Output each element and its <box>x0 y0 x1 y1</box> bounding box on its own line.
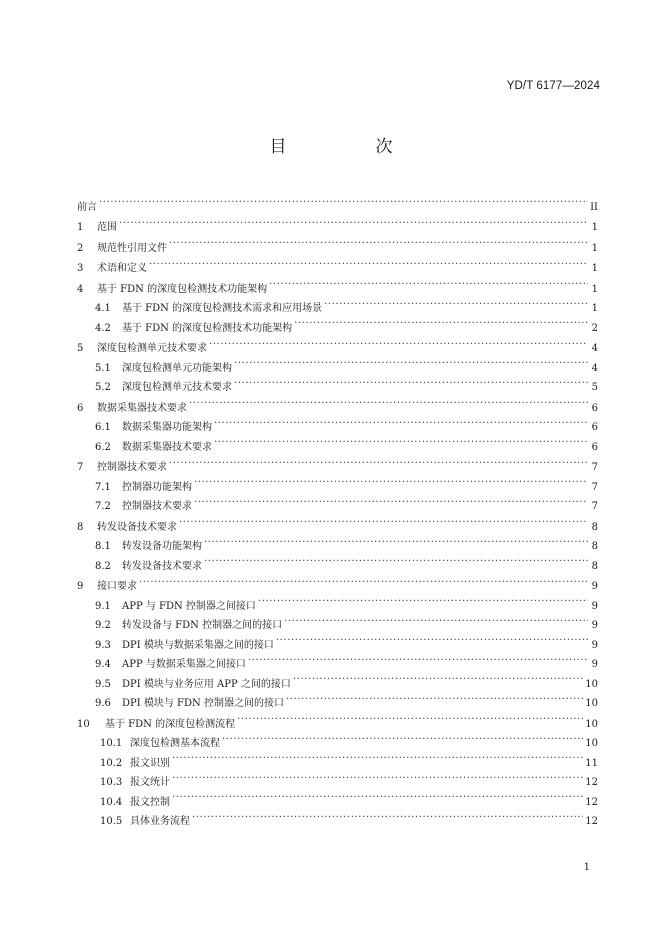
toc-entry-page: 1 <box>591 222 598 233</box>
toc-entry-title: 报文控制 <box>130 796 170 808</box>
toc-entry-page: 5 <box>591 382 598 393</box>
toc-entry-page: 1 <box>591 283 598 295</box>
toc-leader-dots <box>194 490 588 510</box>
toc-entry-number: 9.4 <box>95 659 111 670</box>
toc-entry-title: 深度包检测基本流程 <box>130 738 220 749</box>
toc-entry-number: 4 <box>77 283 84 295</box>
toc-entry-page: 9 <box>591 600 598 612</box>
toc-entry-title: 深度包检测单元技术要求 <box>97 343 207 354</box>
toc-entry-page: 12 <box>585 777 598 788</box>
toc-entry-page: 4 <box>591 362 598 374</box>
toc-entry-title: 报文统计 <box>130 777 170 788</box>
toc-entry-title: 转发设备与 FDN 控制器之间的接口 <box>122 620 283 631</box>
toc-entry-number: 10.5 <box>100 816 123 827</box>
toc-entry-number: 7.2 <box>95 501 111 512</box>
toc-entry-page: 12 <box>585 816 598 827</box>
toc-leader-dots <box>149 252 588 272</box>
toc-entry-page: 7 <box>591 501 598 512</box>
toc-leader-dots <box>258 589 588 609</box>
toc-entry-number: 10.2 <box>100 757 123 769</box>
toc-entry-number: 3 <box>77 263 84 274</box>
toc-entry-title: DPI 模块与数据采集器之间的接口 <box>122 639 274 651</box>
toc-entry-number: 10 <box>77 718 90 730</box>
toc-entry-title: 深度包检测单元功能架构 <box>122 362 232 374</box>
toc-entry-number: 2 <box>77 242 84 254</box>
toc-entry-title: 术语和定义 <box>97 263 147 274</box>
toc-entry-number: 9.2 <box>95 620 111 631</box>
toc-entry-title: 转发设备功能架构 <box>122 541 202 552</box>
toc-entry-page: 2 <box>591 322 598 334</box>
toc-entry-title: 控制器技术要求 <box>97 462 167 473</box>
toc-entry-number: 9 <box>77 581 84 592</box>
toc-entry-page: 11 <box>585 757 598 769</box>
toc-leader-dots <box>204 530 588 550</box>
toc-entry-page: 9 <box>591 639 598 651</box>
toc-entry-page: 9 <box>591 581 598 592</box>
toc-entry-number: 9.6 <box>95 698 111 709</box>
toc-leader-dots <box>99 190 588 210</box>
toc-entry[interactable] <box>77 570 598 590</box>
table-of-contents <box>77 190 598 827</box>
toc-entry[interactable] <box>77 211 598 231</box>
toc-entry-title: 转发设备技术要求 <box>122 560 202 572</box>
toc-entry-title: DPI 模块与业务应用 APP 之间的接口 <box>122 678 291 690</box>
toc-entry-page: 9 <box>591 659 598 670</box>
toc-entry-number: 6.1 <box>95 422 111 433</box>
toc-entry-page: 8 <box>591 560 598 572</box>
toc-leader-dots <box>172 785 583 805</box>
page-number: 1 <box>583 862 590 873</box>
toc-entry-number: 8.1 <box>95 541 111 552</box>
toc-entry-number: 10.4 <box>100 796 123 808</box>
toc-leader-dots <box>204 549 588 569</box>
toc-leader-dots <box>237 707 583 727</box>
toc-leader-dots <box>222 727 583 747</box>
toc-leader-dots <box>269 272 588 292</box>
toc-leader-dots <box>169 231 588 251</box>
toc-entry-title: 控制器功能架构 <box>122 481 192 493</box>
toc-entry-number: 9.5 <box>95 678 111 690</box>
toc-entry-page: 6 <box>591 422 598 433</box>
toc-subentry[interactable] <box>77 589 598 612</box>
toc-entry-number: 9.1 <box>95 600 111 612</box>
toc-leader-dots <box>179 510 588 530</box>
toc-leader-dots <box>172 766 583 786</box>
toc-entry-number: 9.3 <box>95 639 111 651</box>
toc-entry-number: 10.1 <box>100 738 123 749</box>
toc-entry-title: 转发设备技术要求 <box>97 521 177 533</box>
toc-entry-title: APP 与数据采集器之间接口 <box>122 659 246 670</box>
toc-leader-dots <box>209 332 588 352</box>
toc-leader-dots <box>284 609 588 629</box>
toc-entry-page: 8 <box>591 541 598 552</box>
toc-entry-number: 6 <box>77 402 84 414</box>
toc-entry-title: 范围 <box>97 222 117 233</box>
toc-entry-title: 数据采集器功能架构 <box>122 422 212 433</box>
toc-entry-title: DPI 模块与 FDN 控制器之间的接口 <box>122 698 284 709</box>
toc-leader-dots <box>139 570 588 590</box>
toc-entry-number: 7 <box>77 462 84 473</box>
toc-entry-page: 6 <box>591 441 598 453</box>
toc-entry[interactable] <box>77 272 598 295</box>
toc-leader-dots <box>214 411 588 431</box>
toc-entry-number: 1 <box>77 222 84 233</box>
toc-entry-number: 4.1 <box>95 303 111 314</box>
toc-entry-title: APP 与 FDN 控制器之间接口 <box>122 600 256 612</box>
toc-entry-title: 控制器技术要求 <box>122 501 192 512</box>
toc-leader-dots <box>214 430 588 450</box>
toc-leader-dots <box>293 667 583 687</box>
toc-entry-title: 数据采集器技术要求 <box>122 441 212 453</box>
toc-leader-dots <box>276 628 588 648</box>
page-title: 目 次 <box>269 137 429 157</box>
toc-entry-number: 10.3 <box>100 777 123 788</box>
toc-entry-page: 8 <box>591 521 598 533</box>
toc-entry-page: 10 <box>585 698 598 709</box>
toc-entry-number: 8.2 <box>95 560 111 572</box>
toc-entry-number: 4.2 <box>95 322 111 334</box>
toc-leader-dots <box>324 292 588 312</box>
toc-entry-title: 基于 FDN 的深度包检测技术功能架构 <box>97 283 268 295</box>
toc-entry-title: 基于 FDN 的深度包检测技术功能架构 <box>122 322 293 334</box>
toc-entry-number: 5 <box>77 343 84 354</box>
toc-entry-title: 接口要求 <box>97 581 137 592</box>
toc-leader-dots <box>189 391 588 411</box>
toc-entry-page: 1 <box>591 263 598 274</box>
toc-entry-number: 5.1 <box>95 362 111 374</box>
toc-entry-number: 5.2 <box>95 382 111 393</box>
toc-leader-dots <box>172 746 583 766</box>
toc-entry[interactable] <box>77 231 598 254</box>
toc-entry-title: 规范性引用文件 <box>97 242 167 254</box>
toc-entry-page: 4 <box>591 343 598 354</box>
toc-entry-page: 1 <box>591 242 598 254</box>
toc-leader-dots <box>294 311 588 331</box>
toc-entry-page: 7 <box>591 481 598 493</box>
toc-entry-title: 基于 FDN 的深度包检测技术需求和应用场景 <box>122 303 323 314</box>
toc-entry-page: 1 <box>591 303 598 314</box>
toc-entry-number: 6.2 <box>95 441 111 453</box>
document-code: YD/T 6177—2024 <box>506 80 600 92</box>
toc-entry-title: 前言 <box>77 201 97 213</box>
toc-entry-page: 10 <box>585 738 598 749</box>
toc-entry-page: II <box>590 201 598 213</box>
toc-entry-number: 7.1 <box>95 481 111 493</box>
toc-entry-title: 深度包检测单元技术要求 <box>122 382 232 393</box>
toc-leader-dots <box>194 470 588 490</box>
toc-entry-page: 10 <box>585 678 598 690</box>
toc-entry[interactable] <box>77 190 598 213</box>
toc-leader-dots <box>119 211 588 231</box>
toc-entry-title: 具体业务流程 <box>130 816 190 827</box>
toc-entry-page: 6 <box>591 402 598 414</box>
toc-entry-page: 12 <box>585 796 598 808</box>
toc-leader-dots <box>169 451 588 471</box>
toc-leader-dots <box>234 351 588 371</box>
toc-entry[interactable] <box>77 252 598 272</box>
toc-entry-page: 9 <box>591 620 598 631</box>
toc-entry-title: 数据采集器技术要求 <box>97 402 187 414</box>
toc-entry-page: 7 <box>591 462 598 473</box>
toc-leader-dots <box>192 805 583 825</box>
toc-entry-number: 8 <box>77 521 84 533</box>
toc-entry-title: 报文识别 <box>130 757 170 769</box>
toc-entry-page: 10 <box>585 718 598 730</box>
toc-entry-title: 基于 FDN 的深度包检测流程 <box>105 718 236 730</box>
toc-leader-dots <box>248 648 588 668</box>
toc-leader-dots <box>234 371 588 391</box>
toc-leader-dots <box>286 687 583 707</box>
